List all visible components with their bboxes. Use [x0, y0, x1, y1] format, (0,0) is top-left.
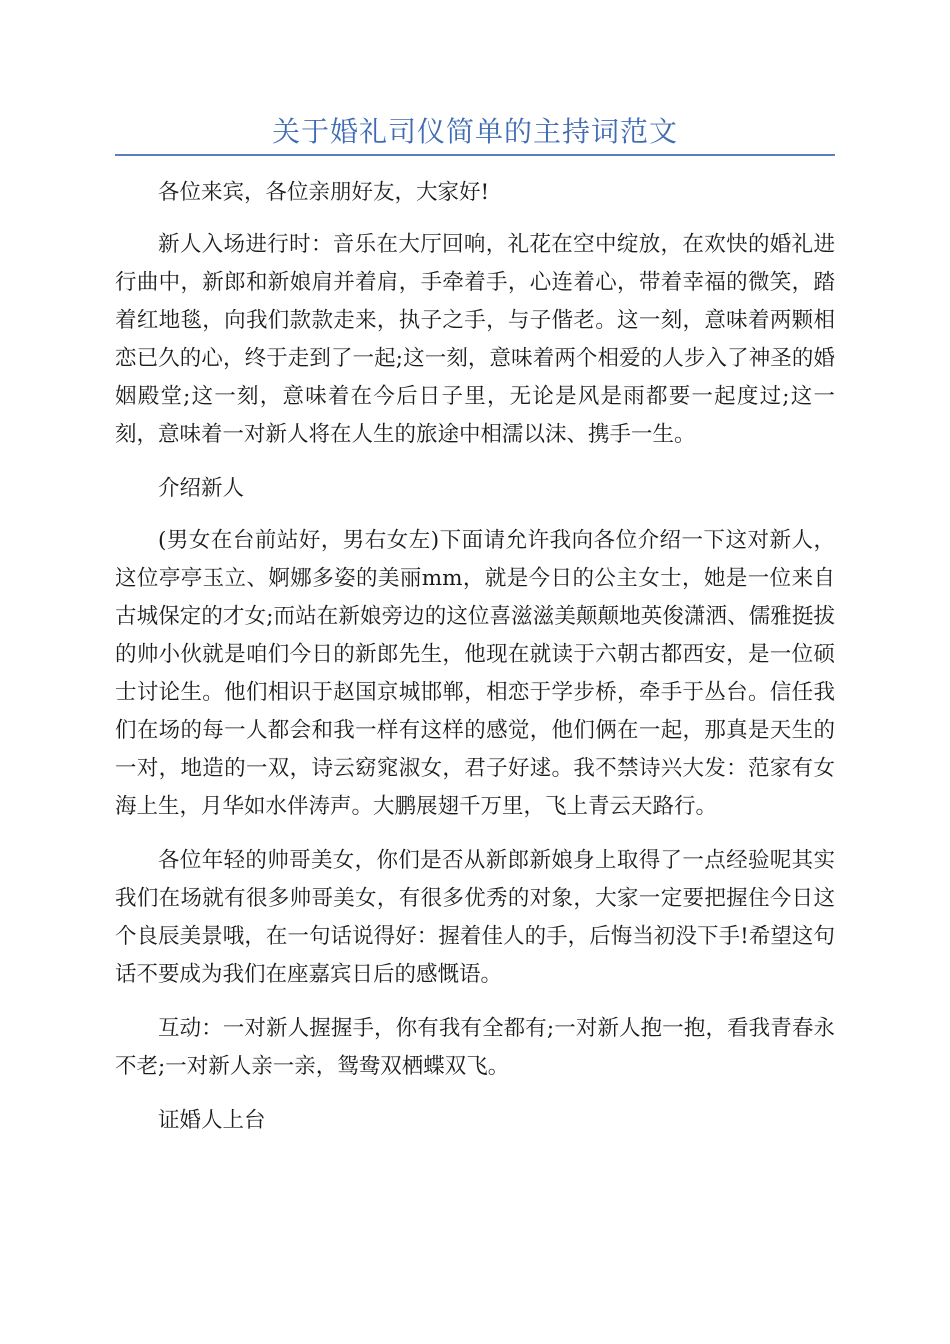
paragraph-introduction: (男女在台前站好，男右女左)下面请允许我向各位介绍一下这对新人，这位亭亭玉立、婀娜多姿的美丽mm，就是今日的公主女士，她是一位来自古城保定的才女;而站在新娘旁边的这位喜滋滋美颠颠地英俊潇洒、儒雅挺拔的帅小伙就是咱们今日的新郎先生，他现在就读于六朝古都西安，是一位硕士讨论生。他们相识于赵国京城邯郸，相恋于学步桥，牵手于丛台。信任我们在场的每一人都会和我一样有这样的感觉，他们俩在一起，那真是天生的一对，地造的一双，诗云窈窕淑女，君子好逑。我不禁诗兴大发：范家有女海上生，月华如水伴涛声。大鹏展翅千万里，飞上青云天路行。	[115, 528, 835, 819]
paragraph-greeting: 各位来宾，各位亲朋好友，大家好!	[158, 180, 490, 205]
paragraph-entrance: 新人入场进行时：音乐在大厅回响，礼花在空中绽放，在欢快的婚礼进行曲中，新郎和新娘肩并着肩，手牵着手，心连着心，带着幸福的微笑，踏着红地毯，向我们款款走来，执子之手，与子偕老。这一刻，意味着两颗相恋已久的心，终于走到了一起;这一刻，意味着两个相爱的人步入了神圣的婚姻殿堂;这一刻，意味着在今后日子里，无论是风是雨都要一起度过;这一刻，意味着一对新人将在人生的旅途中相濡以沫、携手一生。	[115, 232, 835, 447]
document-title: 关于婚礼司仪简单的主持词范文	[271, 115, 678, 148]
paragraph-heading-witness: 证婚人上台	[158, 1108, 266, 1133]
paragraph-guests: 各位年轻的帅哥美女，你们是否从新郎新娘身上取得了一点经验呢其实我们在场就有很多帅哥美女，有很多优秀的对象，大家一定要把握住今日这个良辰美景哦，在一句话说得好：握着佳人的手，后悔当初没下手!希望这句话不要成为我们在座嘉宾日后的感慨语。	[115, 848, 835, 987]
paragraph-heading-introduce: 介绍新人	[158, 476, 245, 501]
paragraph-interaction: 互动：一对新人握握手，你有我有全都有;一对新人抱一抱，看我青春永不老;一对新人亲一亲，鸳鸯双栖蝶双飞。	[115, 1016, 835, 1079]
title-underline	[115, 154, 835, 156]
document-body	[115, 174, 835, 1154]
